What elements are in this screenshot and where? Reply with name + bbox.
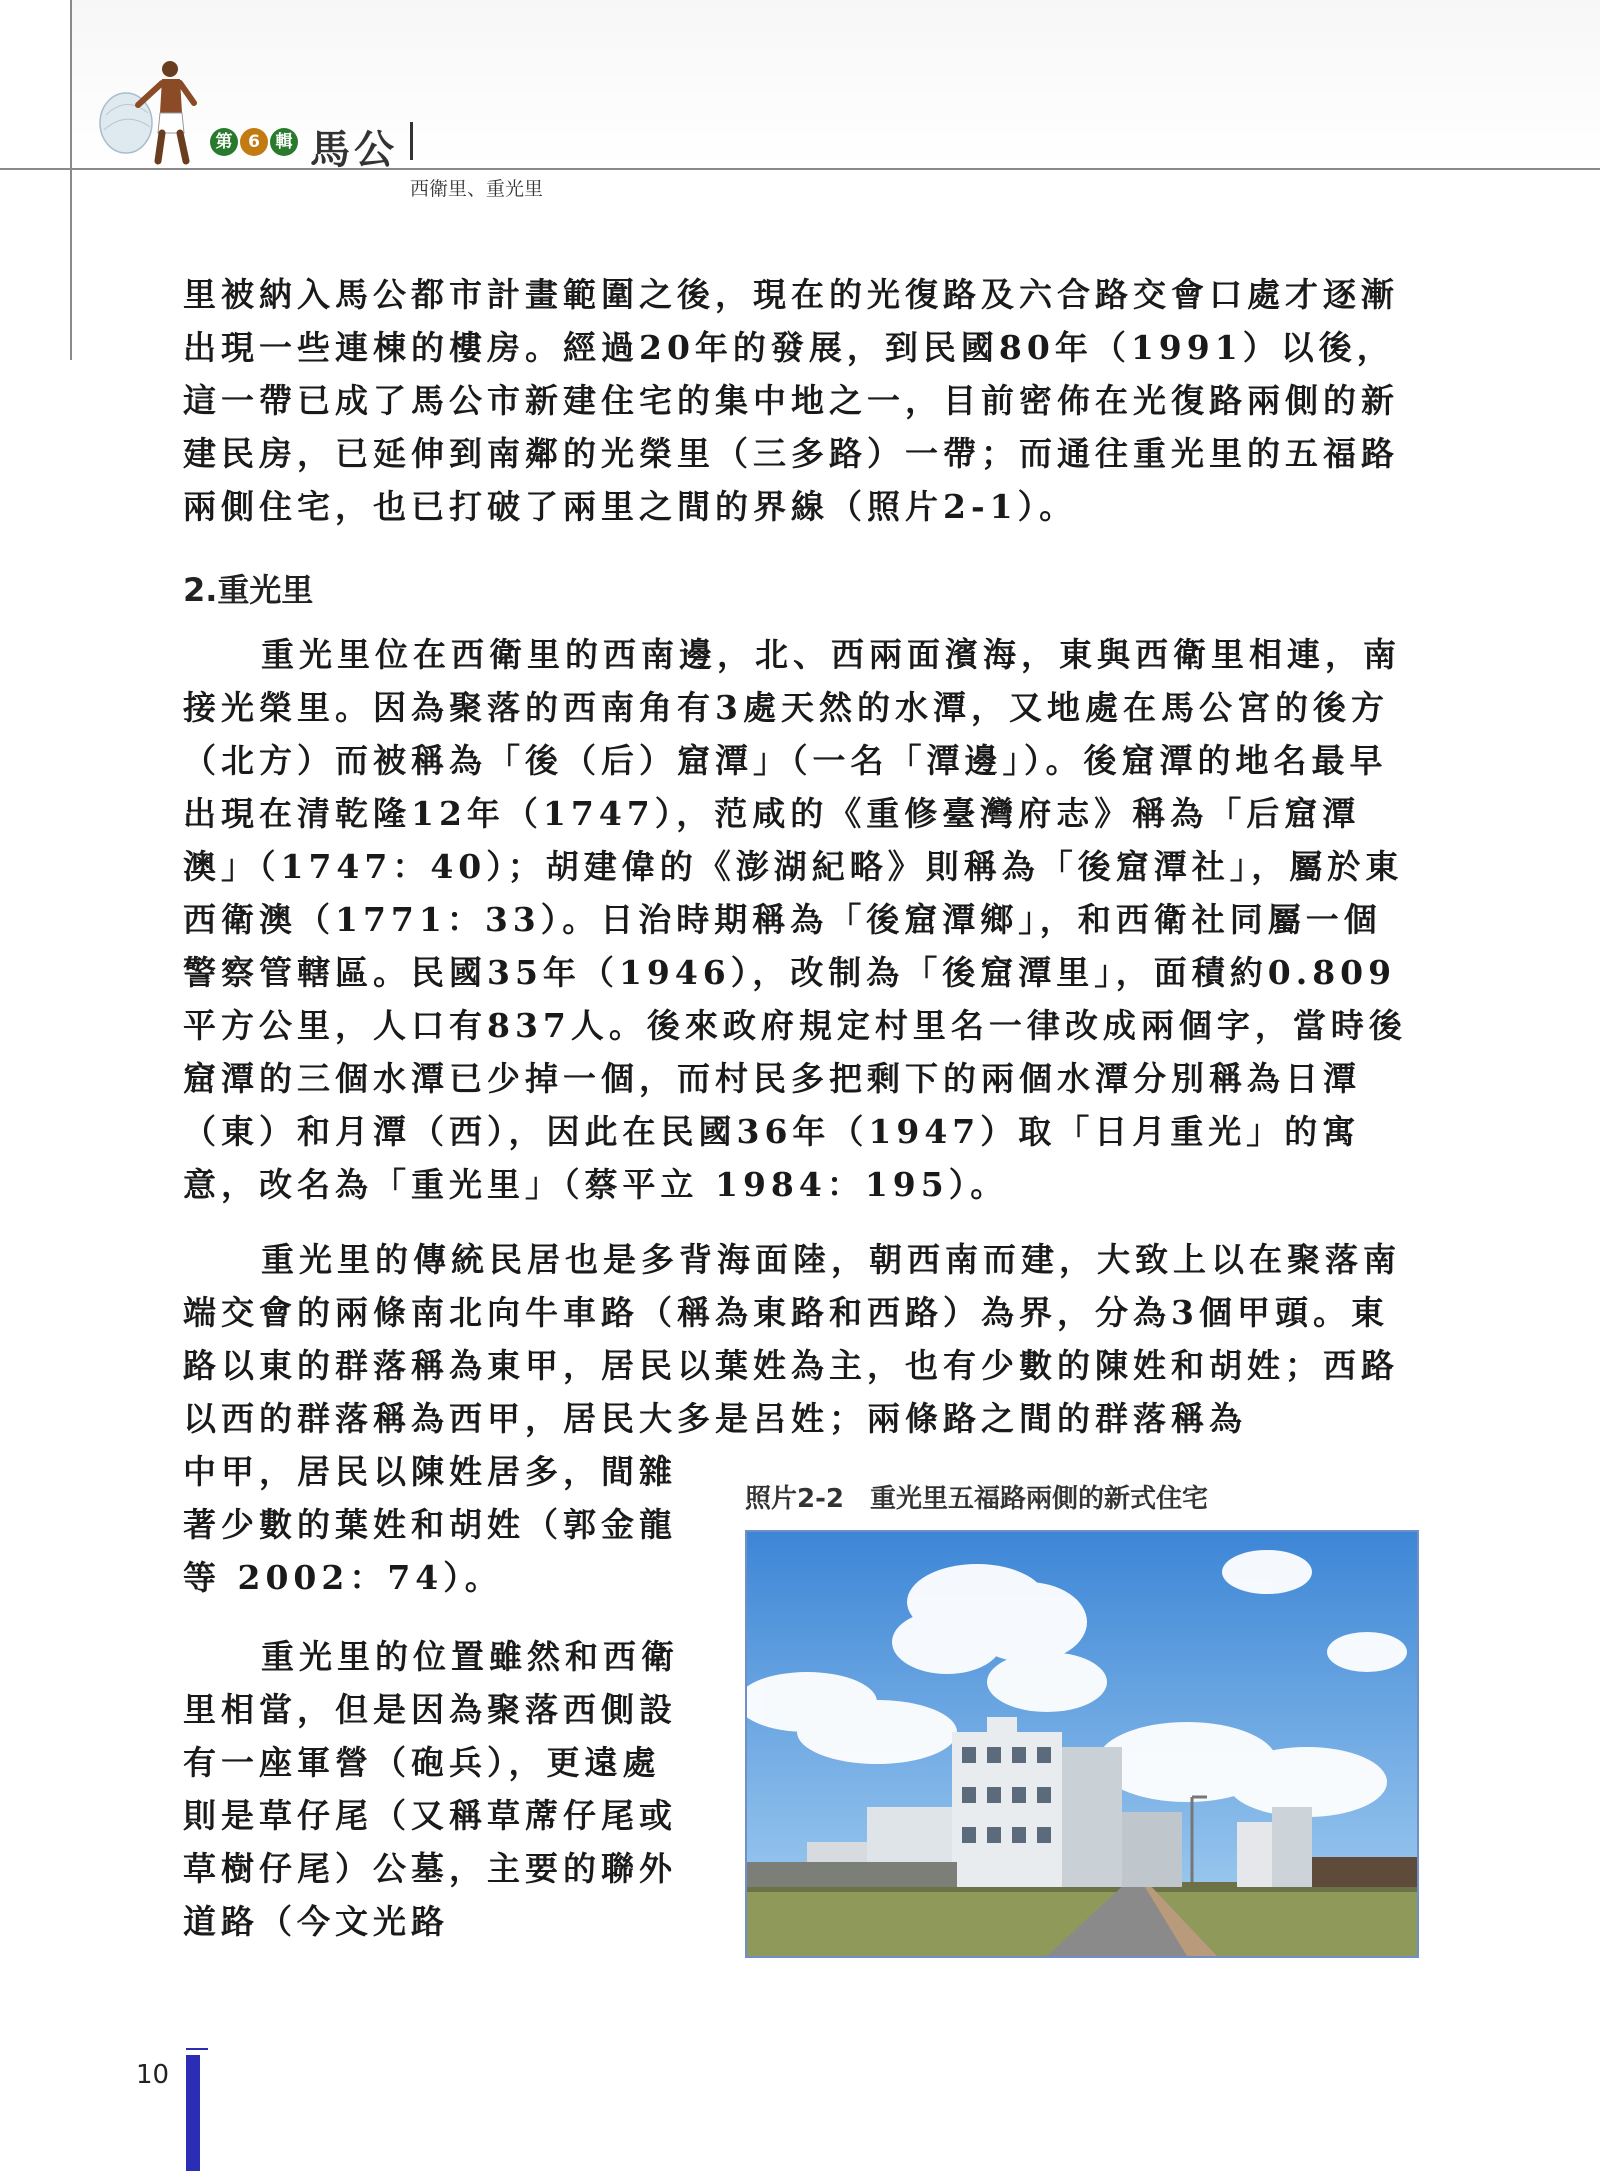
photo-street-houses [745, 1530, 1419, 1958]
chapter-badge [210, 128, 298, 156]
badge-chapter-number: 6 [240, 128, 268, 156]
page-number: 10 [136, 2060, 170, 2090]
section-heading: 2.重光里 [183, 571, 314, 609]
title-divider [410, 122, 413, 160]
badge-char-di: 第 [210, 128, 238, 156]
paragraph-2: 重光里位在西衛里的西南邊，北、西兩面濱海，東與西衛里相連，南接光榮里。因為聚落的西南角有3處天然的水潭，又地處在馬公宮的後方（北方）而被稱為「後（后）窟潭」（一名「潭邊」）。後窟潭的地名最早出現在清乾隆12年（1747），范咸的《重修臺灣府志》稱為「后窟潭澳」（1747：40）；胡建偉的《澎湖紀略》則稱為「後窟潭社」，屬於東西衛澳（1771：33）。日治時期稱為「後窟潭鄉」，和西衛社同屬一個警察管轄區。民國35年（1946），改制為「後窟潭里」，面積約0.809平方公里，人口有837人。後來政府規定村里名一律改成兩個字，當時後窟潭的三個水潭已少掉一個，而村民多把剩下的兩個水潭分別稱為日潭（東）和月潭（西），因此在民國36年（1947）取「日月重光」的寓意，改名為「重光里」（蔡平立 1984：195）。 [183, 635, 1407, 1204]
paragraph-3-continued: 中甲，居民以陳姓居多，間雜著少數的葉姓和胡姓（郭金龍等 2002：74）。 [183, 1452, 677, 1597]
page-bar-cap [186, 2048, 208, 2050]
header-horizontal-rule [0, 168, 1600, 170]
photo-caption: 照片2-2 重光里五福路兩側的新式住宅 [745, 1484, 1208, 1514]
paragraph-4: 重光里的位置雖然和西衛里相當，但是因為聚落西側設有一座軍營（砲兵），更遠處則是草仔尾（又稱草蓆仔尾或草樹仔尾）公墓，主要的聯外道路（今文光路 [183, 1637, 679, 1941]
chapter-subtitle: 西衛里、重光里 [410, 178, 544, 200]
header-vertical-rule [70, 0, 72, 360]
fisherman-figure-icon [98, 55, 208, 165]
badge-char-ji: 輯 [270, 128, 298, 156]
chapter-title: 馬公 [310, 126, 398, 173]
paragraph-3: 重光里的傳統民居也是多背海面陸，朝西南而建，大致上以在聚落南端交會的兩條南北向牛車路（稱為東路和西路）為界，分為3個甲頭。東路以東的群落稱為東甲，居民以葉姓為主，也有少數的陳姓和胡姓；西路以西的群落稱為西甲，居民大多是呂姓；兩條路之間的群落稱為 [183, 1240, 1401, 1438]
paragraph-1: 里被納入馬公都市計畫範圍之後，現在的光復路及六合路交會口處才逐漸出現一些連棟的樓房。經過20年的發展，到民國80年（1991）以後，這一帶已成了馬公市新建住宅的集中地之一，目前密佈在光復路兩側的新建民房，已延伸到南鄰的光榮里（三多路）一帶；而通往重光里的五福路兩側住宅，也已打破了兩里之間的界線（照片2-1）。 [183, 275, 1399, 526]
photo-illustration [747, 1532, 1417, 1956]
page-accent-bar [186, 2055, 200, 2171]
header-background [72, 0, 1600, 168]
